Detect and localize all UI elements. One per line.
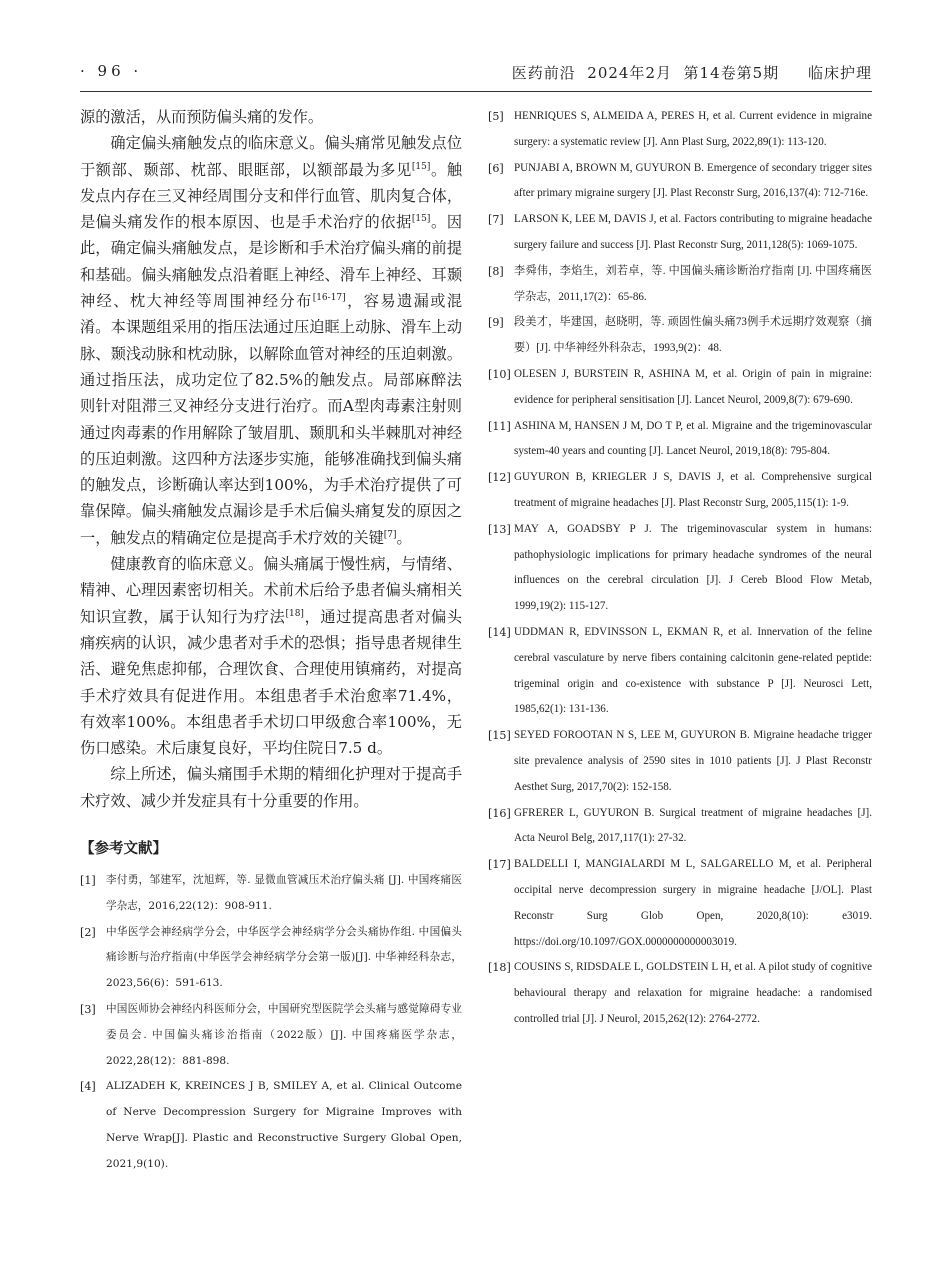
reference-item — [488, 207, 872, 259]
reference-text: GFRERER L, GUYURON B. Surgical treatment of migraine headaches [J]. Acta Neurol Belg, 2017,117(1): 27-32. — [514, 806, 872, 845]
reference-list-right — [488, 104, 872, 1033]
reference-number: [14] — [488, 625, 511, 639]
reference-item — [488, 362, 872, 414]
references-heading: 【参考文献】 — [80, 841, 167, 858]
paragraph-health-education: 健康教育的临床意义。偏头痛属于慢性病，与情绪、精神、心理因素密切相关。术前术后给予患者偏头痛相关知识宣教，属于认知行为疗法[18]，通过提高患者对偏头痛疾病的认识，减少患者对手术的恐惧；指导患者规律生活、避免焦虑抑郁，合理饮食、合理使用镇痛药，对提高手术疗效具有促进作用。本组患者手术治愈率71.4%，有效率100%。本组患者手术切口甲级愈合率100%，无伤口感染。术后康复良好，平均住院日7.5 d。 — [80, 555, 463, 758]
paragraph-trigger-points: 确定偏头痛触发点的临床意义。偏头痛常见触发点位于额部、颞部、枕部、眼眶部，以额部最为多见[15]。触发点内存在三叉神经周围分支和伴行血管、肌肉复合体，是偏头痛发作的根本原因、也是手术治疗的依据[15]。因此，确定偏头痛触发点，是诊断和手术治疗偏头痛的前提和基础。偏头痛触发点沿着眶上神经、滑车上神经、耳颞神经、枕大神经等周围神经分布[16-17]，容易遗漏或混淆。本课题组采用的指压法通过压迫眶上动脉、滑车上动脉、颞浅动脉和枕动脉，以解除血管对神经的压迫刺激。通过指压法，成功定位了82.5%的触发点。局部麻醉法则针对阻滞三叉神经分支进行治疗。而A型肉毒素注射则通过肉毒素的作用解除了皱眉肌、颞肌和头半棘肌对神经的压迫刺激。这四种方法逐步实施，能够准确找到偏头痛的触发点，诊断确认率达到100%，为手术治疗提供了可靠保障。偏头痛触发点漏诊是手术后偏头痛复发的原因之一，触发点的精确定位是提高手术疗效的关键[7]。 — [80, 134, 463, 547]
reference-text: MAY A, GOADSBY P J. The trigeminovascular system in humans: pathophysiologic implications for primary headache syndromes of the neural influences on the cerebral circulation [J]. J Cereb Blood Flow Metab, 1999,19(2): 115-127. — [514, 522, 872, 613]
reference-item — [488, 414, 872, 466]
citation: [7] — [383, 529, 397, 540]
citation: [15] — [411, 214, 431, 225]
reference-list-left — [80, 868, 462, 1178]
reference-number: [10] — [488, 367, 511, 381]
reference-text: PUNJABI A, BROWN M, GUYURON B. Emergence of secondary trigger sites after primary migraine surgery [J]. Plast Reconstr Surg, 2016,137(4): 712-716e. — [514, 161, 872, 200]
journal-info: 医药前沿 2024年2月 第14卷第5期 临床护理 — [511, 64, 872, 82]
reference-item — [488, 156, 872, 208]
reference-text: LARSON K, LEE M, DAVIS J, et al. Factors contributing to migraine headache surgery failure and success [J]. Plast Reconstr Surg, 2011,128(5): 1069-1075. — [514, 213, 872, 251]
reference-item — [80, 920, 462, 997]
reference-text: BALDELLI I, MANGIALARDI M L, SALGARELLO M, et al. Peripheral occipital nerve decompression surgery in migraine headache [J/OL]. Plast Reconstr Surg Glob Open, 2020,8(10): e3019. https://doi.org/10.1097/GOX.0000000000003019. — [514, 858, 872, 948]
reference-number: [9] — [488, 316, 504, 330]
reference-item — [488, 104, 872, 156]
reference-number: [3] — [80, 1003, 96, 1016]
header-rule — [80, 91, 872, 92]
reference-text: OLESEN J, BURSTEIN R, ASHINA M, et al. Origin of pain in migraine: evidence for peripheral sensitisation [J]. Lancet Neurol, 2009,8(7): 679-690. — [514, 367, 872, 406]
reference-item — [80, 997, 462, 1074]
paragraph-conclusion: 综上所述，偏头痛围手术期的精细化护理对于提高手术疗效、减少并发症具有十分重要的作用。 — [80, 765, 462, 810]
reference-item — [488, 310, 872, 362]
paragraph-1: 源的激活，从而预防偏头痛的发作。 — [80, 108, 323, 126]
reference-text: ASHINA M, HANSEN J M, DO T P, et al. Migraine and the trigeminovascular system-40 years and counting [J]. Lancet Neurol, 2019,18(8): 795-804. — [514, 419, 872, 458]
reference-number: [6] — [488, 161, 504, 175]
reference-number: [4] — [80, 1080, 96, 1094]
reference-text: UDDMAN R, EDVINSSON L, EKMAN R, et al. Innervation of the feline cerebral vasculature by nerve fibers containing calcitonin gene-related peptide: trigeminal origin and co-existence with substance P [J]. Neurosci Lett, 1985,62(1): 131-136. — [514, 625, 872, 716]
reference-number: [1] — [80, 874, 96, 888]
reference-item — [488, 465, 872, 517]
reference-text: 李付勇，邹建军，沈旭辉，等. 显微血管减压术治疗偏头痛 [J]. 中国疼痛医学杂志，2016,22(12)：908-911. — [106, 874, 462, 912]
reference-number: [12] — [488, 471, 511, 485]
reference-text: GUYURON B, KRIEGLER J S, DAVIS J, et al. Comprehensive surgical treatment of migraine headaches [J]. Plast Reconstr Surg, 2005,115(1): 1-9. — [514, 471, 872, 509]
left-column — [80, 104, 462, 1178]
reference-number: [15] — [488, 729, 511, 743]
reference-item — [488, 259, 872, 311]
reference-number: [18] — [488, 961, 511, 975]
reference-item — [488, 723, 872, 800]
page-number: · 96 · — [80, 62, 143, 80]
reference-number: [16] — [488, 806, 511, 820]
reference-text: 段美才，毕建国，赵晓明，等. 顽固性偏头痛73例手术远期疗效观察（摘要）[J]. 中华神经外科杂志，1993,9(2)：48. — [514, 316, 872, 355]
reference-number: [13] — [488, 522, 511, 536]
reference-text: HENRIQUES S, ALMEIDA A, PERES H, et al. Current evidence in migraine surgery: a systematic review [J]. Ann Plast Surg, 2022,89(1): 113-120. — [514, 110, 872, 148]
reference-text: SEYED FOROOTAN N S, LEE M, GUYURON B. Migraine headache trigger site prevalence analysis of 2590 sites in 1010 patients [J]. J Plast Reconstr Aesthet Surg, 2017,70(2): 152-158. — [514, 729, 872, 793]
reference-number: [8] — [488, 264, 504, 278]
reference-number: [11] — [488, 419, 511, 433]
reference-text: 李舜伟，李焰生，刘若卓，等. 中国偏头痛诊断治疗指南 [J]. 中国疼痛医学杂志，2011,17(2)：65-86. — [514, 264, 872, 303]
reference-number: [7] — [488, 213, 504, 227]
page-header — [80, 58, 872, 88]
reference-item — [488, 620, 872, 723]
reference-item — [488, 517, 872, 620]
reference-item — [80, 1074, 462, 1177]
citation: [16-17] — [312, 293, 346, 304]
reference-item — [488, 801, 872, 853]
right-column — [488, 104, 872, 1033]
citation: [18] — [285, 608, 304, 619]
reference-item — [488, 852, 872, 955]
reference-item — [488, 955, 872, 1032]
reference-text: ALIZADEH K, KREINCES J B, SMILEY A, et al. Clinical Outcome of Nerve Decompression Surgery for Migraine Improves with Nerve Wrap[J]. Plastic and Reconstructive Surgery Global Open, 2021,9(10). — [106, 1080, 462, 1170]
reference-text: 中华医学会神经病学分会，中华医学会神经病学分会头痛协作组. 中国偏头痛诊断与治疗指南(中华医学会神经病学分会第一版)[J]. 中华神经科杂志，2023,56(6)：591-613. — [106, 925, 462, 990]
reference-number: [17] — [488, 858, 511, 872]
citation: [15] — [411, 161, 431, 172]
reference-text: 中国医师协会神经内科医师分会，中国研究型医院学会头痛与感觉障碍专业委员会. 中国偏头痛诊治指南（2022版）[J]. 中国疼痛医学杂志，2022,28(12)：881-898. — [106, 1003, 462, 1067]
reference-number: [5] — [488, 110, 504, 123]
reference-text: COUSINS S, RIDSDALE L, GOLDSTEIN L H, et al. A pilot study of cognitive behavioural therapy and relaxation for migraine headache: a randomised controlled trial [J]. J Neurol, 2015,262(12): 2764-2772. — [514, 961, 872, 1025]
reference-item — [80, 868, 462, 920]
reference-number: [2] — [80, 925, 96, 939]
